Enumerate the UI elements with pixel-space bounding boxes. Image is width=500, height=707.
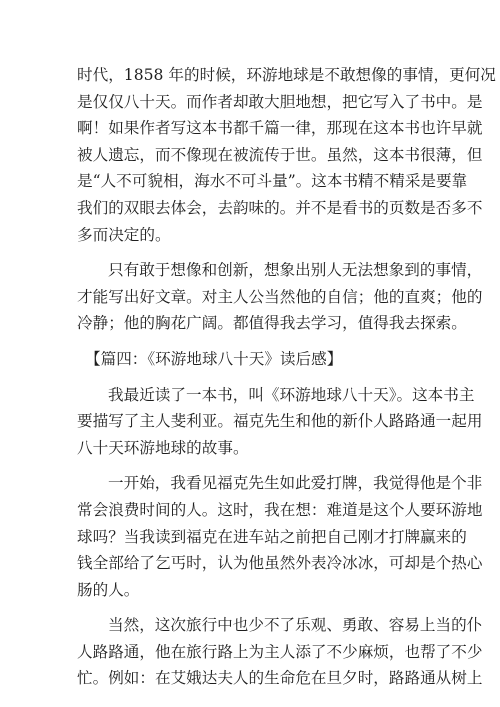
- text-line: 是“人不可貌相，海水不可斗量”。这本书精不精采是要靠: [77, 172, 468, 191]
- heading-line: 【篇四：《环游地球八十天》读后感】: [85, 349, 343, 368]
- paragraph: [77, 612, 483, 692]
- text-line: 时代，1858 年的时候，环游地球是不敢想像的事情，更何况: [77, 66, 496, 84]
- text-line: 球吗？当我读到福克在进车站之前把自己刚才打牌赢来的: [77, 527, 467, 546]
- paragraph: [77, 470, 483, 603]
- text-line: 只有敢于想像和创新，想象出别人无法想象到的事情，: [108, 261, 483, 280]
- text-line: 冷静；他的胸花广阔。都值得我去学习，值得我去探索。: [77, 314, 467, 333]
- text-line: 啊！如果作者写这本书都千篇一律，那现在这本书也许早就: [77, 119, 483, 138]
- text-line: 多而决定的。: [77, 225, 171, 244]
- text-line: 八十天环游地球的故事。: [77, 438, 249, 457]
- text-line: 忙。例如：在艾娥达夫人的生命危在旦夕时，路路通从树上: [77, 669, 483, 688]
- text-line: 我最近读了一本书，叫《环游地球八十天》。这本书主: [108, 385, 475, 404]
- text-line: 才能写出好文章。对主人公当然他的自信；他的直爽；他的: [77, 287, 483, 306]
- text-line: 我们的双眼去体会，去韵味的。并不是看书的页数是否多不: [77, 198, 483, 217]
- text-line: 要描写了主人斐利亚。福克先生和他的新仆人路路通一起用: [77, 412, 483, 431]
- text-line: 一开始，我看见福克先生如此爱打牌，我觉得他是个非: [108, 474, 483, 493]
- text-line: 是仅仅八十天。而作者却敢大胆地想，把它写入了书中。是: [77, 92, 483, 111]
- text-line: 钱全部给了乞丐时，认为他虽然外表冷冰冰，可却是个热心: [77, 554, 483, 573]
- text-line: 肠的人。: [77, 580, 140, 599]
- text-line: 常会浪费时间的人。这时，我在想：难道是这个人要环游地: [77, 500, 483, 519]
- section-heading: [77, 346, 425, 373]
- document-body: [77, 62, 496, 692]
- text-line: 被人遗忘，而不像现在被流传于世。虽然，这本书很薄，但: [77, 145, 483, 164]
- paragraph: [77, 257, 483, 337]
- paragraph: [77, 62, 496, 248]
- text-line: 人路路通，他在旅行路上为主人添了不少麻烦，也帮了不少: [77, 642, 483, 661]
- text-line: 当然，这次旅行中也少不了乐观、勇敢、容易上当的仆: [108, 616, 483, 635]
- paragraph: [77, 382, 483, 462]
